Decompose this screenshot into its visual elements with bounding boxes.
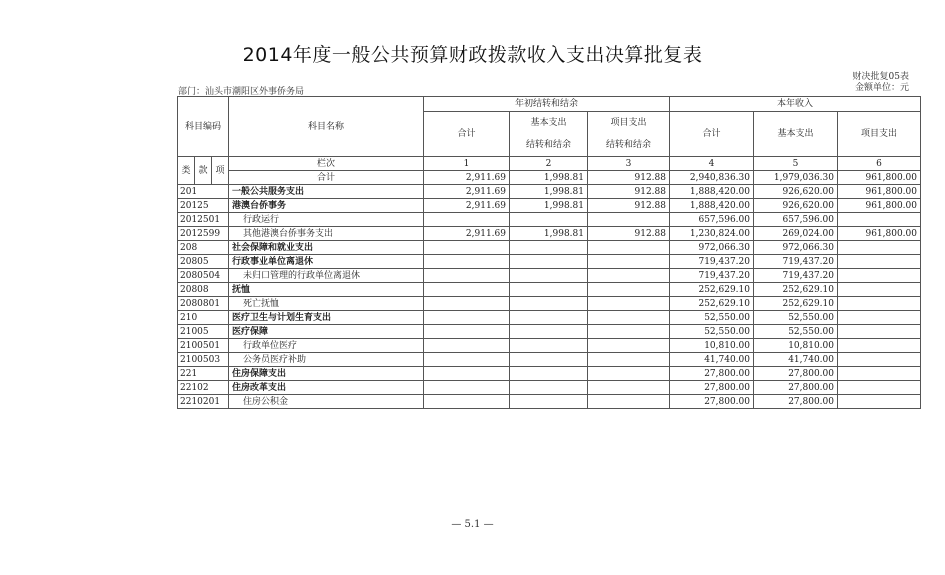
col-num-3: 3 [588,157,670,171]
row-value [838,311,921,325]
row-value [588,367,670,381]
row-value: 252,629.10 [754,283,838,297]
header-basic2: 基本支出 [754,112,838,157]
row-code: 22102 [178,381,229,395]
row-name: 抚恤 [229,283,424,297]
grand-total-cell: 912.88 [588,171,670,185]
row-value [838,325,921,339]
row-value: 719,437.20 [754,269,838,283]
row-value [510,269,588,283]
row-value: 972,066.30 [670,241,754,255]
row-value: 27,800.00 [754,395,838,409]
table-row [178,297,921,311]
row-name: 港澳台侨事务 [229,199,424,213]
table-row [178,185,921,199]
row-value [588,283,670,297]
row-value: 912.88 [588,227,670,241]
row-value [510,353,588,367]
row-value: 27,800.00 [670,367,754,381]
row-value [838,283,921,297]
row-value: 961,800.00 [838,227,921,241]
row-code: 2080801 [178,297,229,311]
row-value [510,297,588,311]
row-value: 52,550.00 [754,325,838,339]
row-name: 其他港澳台侨事务支出 [229,227,424,241]
row-value: 926,620.00 [754,185,838,199]
row-name: 行政运行 [229,213,424,227]
header-name: 科目名称 [229,97,424,157]
table-row [178,213,921,227]
row-value [424,297,510,311]
row-value: 252,629.10 [754,297,838,311]
row-name: 住房公积金 [229,395,424,409]
header-group-opening: 年初结转和结余 [424,97,670,112]
row-value [510,255,588,269]
row-value: 719,437.20 [754,255,838,269]
page-footer: — 5.1 — [451,519,494,530]
amount-unit: 金额单位：元 [854,83,909,93]
row-value [424,255,510,269]
row-code: 2100501 [178,339,229,353]
row-value: 657,596.00 [670,213,754,227]
table-row [178,353,921,367]
header-code: 科目编码 [178,97,229,157]
table-row [178,241,921,255]
row-value [588,297,670,311]
row-name: 医疗卫生与计划生育支出 [229,311,424,325]
header-project-carryover: 项目支出 结转和结余 [588,112,670,157]
row-value: 27,800.00 [670,395,754,409]
row-value [510,325,588,339]
row-code: 210 [178,311,229,325]
grand-total-cell: 1,998.81 [510,171,588,185]
grand-total-cell: 961,800.00 [838,171,921,185]
row-value [424,325,510,339]
grand-total-cell: 2,911.69 [424,171,510,185]
row-value: 41,740.00 [670,353,754,367]
row-code: 2100503 [178,353,229,367]
table-row [178,325,921,339]
row-value: 52,550.00 [670,325,754,339]
row-value [588,339,670,353]
header-project2: 项目支出 [838,112,921,157]
row-value [588,381,670,395]
row-value: 252,629.10 [670,297,754,311]
row-value [838,255,921,269]
row-value [838,297,921,311]
row-value: 2,911.69 [424,185,510,199]
row-value [588,241,670,255]
row-value [424,381,510,395]
row-name: 住房保障支出 [229,367,424,381]
row-value: 10,810.00 [670,339,754,353]
header-xiang: 项 [212,157,229,185]
row-value [424,283,510,297]
row-value: 2,911.69 [424,227,510,241]
row-value [838,213,921,227]
col-num-5: 5 [754,157,838,171]
row-value [838,339,921,353]
row-value: 1,888,420.00 [670,199,754,213]
col-num-1: 1 [424,157,510,171]
row-value [424,395,510,409]
row-value [510,367,588,381]
table-row [178,255,921,269]
row-value: 912.88 [588,185,670,199]
row-code: 21005 [178,325,229,339]
row-value [424,269,510,283]
row-value: 52,550.00 [754,311,838,325]
row-value [510,381,588,395]
row-name: 住房改革支出 [229,381,424,395]
table-row [178,269,921,283]
header-total: 合计 [424,112,510,157]
row-value [424,213,510,227]
row-code: 20805 [178,255,229,269]
header-group-income: 本年收入 [670,97,921,112]
row-value: 252,629.10 [670,283,754,297]
row-value [588,311,670,325]
row-value: 1,230,824.00 [670,227,754,241]
table-row [178,311,921,325]
row-name: 一般公共服务支出 [229,185,424,199]
row-value [588,255,670,269]
row-value [510,311,588,325]
row-value [838,367,921,381]
col-num-4: 4 [670,157,754,171]
row-value: 10,810.00 [754,339,838,353]
row-code: 2012599 [178,227,229,241]
row-value [424,367,510,381]
header-lei: 类 [178,157,195,185]
row-value [424,311,510,325]
row-value [588,395,670,409]
row-name: 行政事业单位离退休 [229,255,424,269]
row-value [510,213,588,227]
row-value: 1,888,420.00 [670,185,754,199]
row-value [510,241,588,255]
row-name: 公务员医疗补助 [229,353,424,367]
row-value: 1,998.81 [510,199,588,213]
table-row [178,227,921,241]
row-code: 20125 [178,199,229,213]
row-value [424,339,510,353]
row-name: 未归口管理的行政单位离退休 [229,269,424,283]
department-label: 部门：汕头市潮阳区外事侨务局 [178,87,305,97]
table-row [178,199,921,213]
row-name: 社会保障和就业支出 [229,241,424,255]
budget-table [177,96,921,409]
row-value: 1,998.81 [510,227,588,241]
row-value [510,339,588,353]
row-value: 961,800.00 [838,185,921,199]
row-value: 719,437.20 [670,269,754,283]
row-value [838,381,921,395]
row-value [424,241,510,255]
row-value: 41,740.00 [754,353,838,367]
row-value [588,325,670,339]
row-value [588,353,670,367]
row-value [510,395,588,409]
table-row [178,283,921,297]
table-row [178,395,921,409]
row-value [588,269,670,283]
row-code: 2210201 [178,395,229,409]
table-row [178,367,921,381]
row-value: 2,911.69 [424,199,510,213]
row-value [838,241,921,255]
row-value: 27,800.00 [754,381,838,395]
row-value: 719,437.20 [670,255,754,269]
row-value: 52,550.00 [670,311,754,325]
row-value: 27,800.00 [754,367,838,381]
row-name: 行政单位医疗 [229,339,424,353]
row-value [510,283,588,297]
col-num-2: 2 [510,157,588,171]
row-name: 医疗保障 [229,325,424,339]
table-row [178,339,921,353]
row-code: 2080504 [178,269,229,283]
row-code: 2012501 [178,213,229,227]
row-value: 972,066.30 [754,241,838,255]
row-value: 961,800.00 [838,199,921,213]
row-value: 926,620.00 [754,199,838,213]
row-value: 912.88 [588,199,670,213]
row-value: 269,024.00 [754,227,838,241]
row-value [838,395,921,409]
table-row [178,381,921,395]
page-title: 2014年度一般公共预算财政拨款收入支出决算批复表 [242,44,703,66]
row-value: 27,800.00 [670,381,754,395]
row-code: 208 [178,241,229,255]
row-value: 1,998.81 [510,185,588,199]
row-value [588,213,670,227]
header-column-row: 栏次 [229,157,424,171]
grand-total-label: 合计 [229,171,424,185]
row-value: 657,596.00 [754,213,838,227]
row-name: 死亡抚恤 [229,297,424,311]
row-code: 20808 [178,283,229,297]
row-value [424,353,510,367]
col-num-6: 6 [838,157,921,171]
row-code: 201 [178,185,229,199]
header-total2: 合计 [670,112,754,157]
row-code: 221 [178,367,229,381]
grand-total-cell: 2,940,836.30 [670,171,754,185]
header-kuan: 款 [195,157,212,185]
header-basic-carryover: 基本支出 结转和结余 [510,112,588,157]
form-number: 财决批复05表 [852,72,909,82]
row-value [838,269,921,283]
grand-total-cell: 1,979,036.30 [754,171,838,185]
row-value [838,353,921,367]
